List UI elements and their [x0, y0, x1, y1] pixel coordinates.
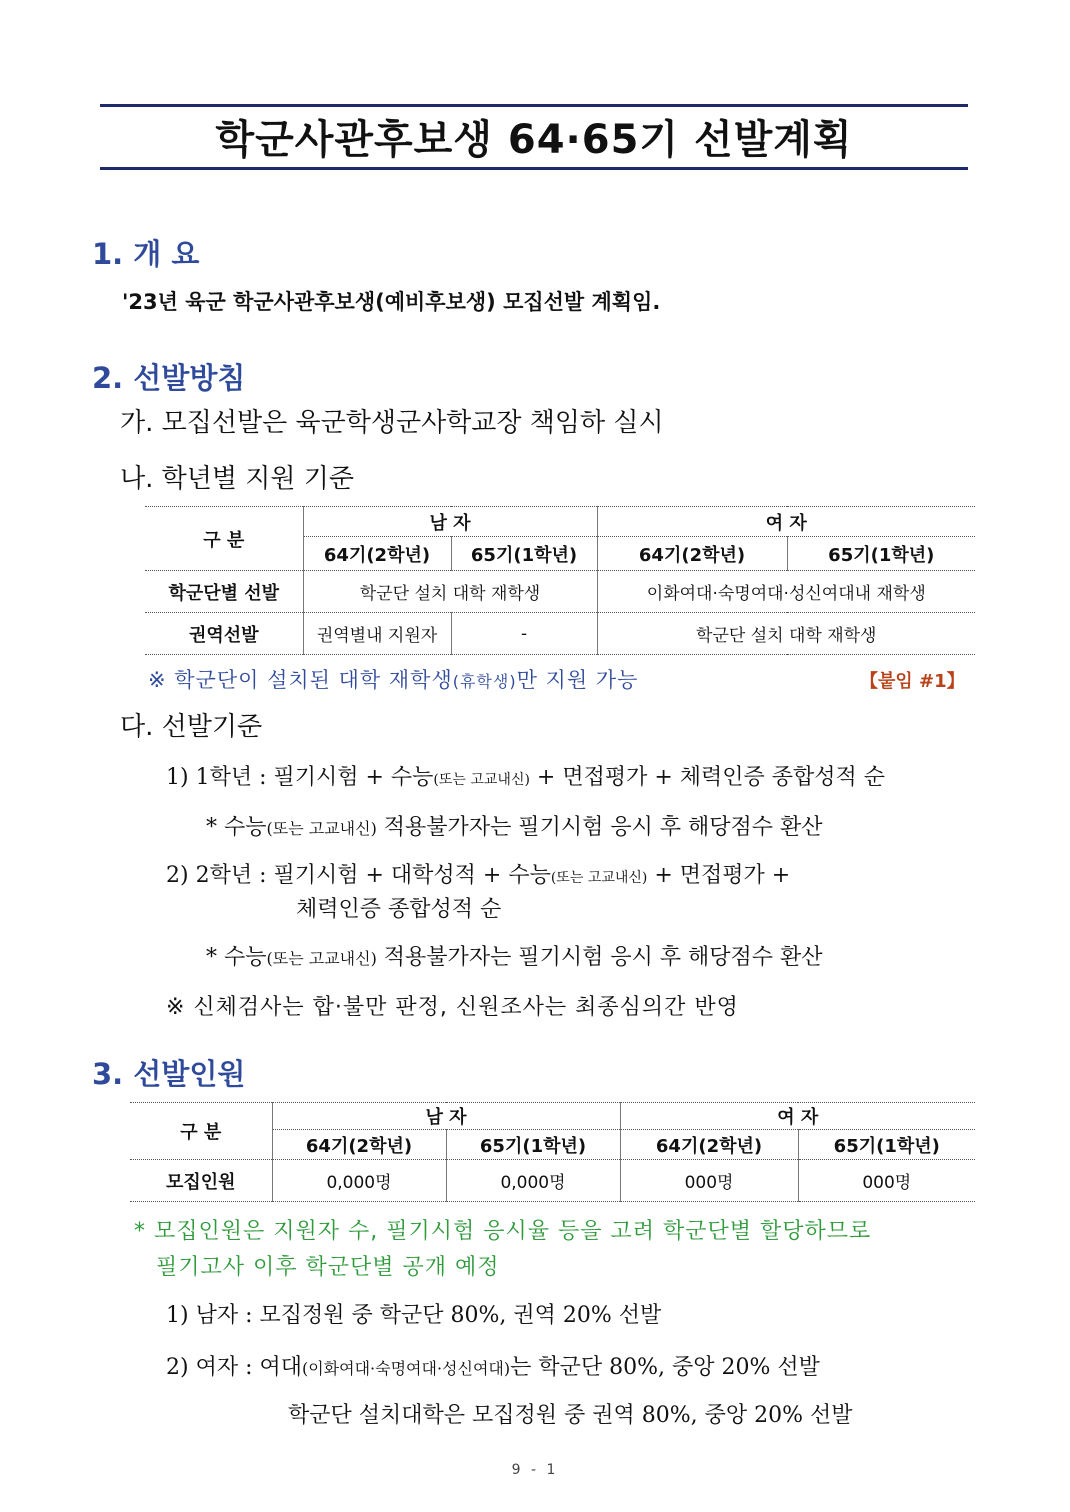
- header-female-64: 64기(2학년): [597, 537, 787, 571]
- row-label-unit: 학군단별 선발: [145, 571, 303, 613]
- section-1-body: '23년 육군 학군사관후보생(예비후보생) 모집선발 계획임.: [122, 290, 661, 314]
- quota-row-label: 모집인원: [130, 1160, 272, 1202]
- cell-region-female: 학군단 설치 대학 재학생: [597, 613, 975, 655]
- header-female: 여 자: [597, 507, 975, 537]
- section-2-heading: 2. 선발방침: [92, 361, 246, 395]
- attachment-ref: 【붙임 #1】: [860, 671, 965, 692]
- header-male: 남 자: [303, 507, 597, 537]
- page-title: 학군사관후보생 64·65기 선발계획: [215, 117, 853, 163]
- quota-header-male-65: 65기(1학년): [446, 1130, 620, 1160]
- eligibility-table: [145, 506, 975, 655]
- criteria-1: 1) 1학년 : 필기시험 + 수능(또는 고교내신) + 면접평가 + 체력인증 종합성적 순: [166, 765, 886, 790]
- quota-header-female-65: 65기(1학년): [798, 1130, 975, 1160]
- quota-male-64: 0,000명: [272, 1160, 446, 1202]
- cell-region-male-64: 권역별내 지원자: [303, 613, 451, 655]
- quota-female-64: 000명: [620, 1160, 798, 1202]
- criteria-2-cont: 체력인증 종합성적 순: [296, 897, 502, 922]
- section-3-heading: 3. 선발인원: [92, 1057, 246, 1091]
- policy-da: 다. 선발기준: [120, 712, 263, 742]
- quota-male-65: 0,000명: [446, 1160, 620, 1202]
- quota-corner: 구 분: [130, 1103, 272, 1160]
- quota-header-male: 남 자: [272, 1103, 620, 1130]
- criteria-2: 2) 2학년 : 필기시험 + 대학성적 + 수능(또는 고교내신) + 면접평가 +: [166, 863, 791, 888]
- cell-unit-female: 이화여대·숙명여대·성신여대내 재학생: [597, 571, 975, 613]
- quota-female-65: 000명: [798, 1160, 975, 1202]
- section-1-heading: 1. 개 요: [92, 237, 200, 271]
- policy-ga: 가. 모집선발은 육군학생군사학교장 책임하 실시: [120, 408, 664, 438]
- header-male-64: 64기(2학년): [303, 537, 451, 571]
- criteria-1-note: * 수능(또는 고교내신) 적용불가자는 필기시험 응시 후 해당점수 환산: [206, 815, 823, 840]
- row-label-region: 권역선발: [145, 613, 303, 655]
- cell-unit-male: 학군단 설치 대학 재학생: [303, 571, 597, 613]
- quota-item-2-cont: 학군단 설치대학은 모집정원 중 권역 80%, 중앙 20% 선발: [288, 1403, 853, 1428]
- quota-item-1: 1) 남자 : 모집정원 중 학군단 80%, 권역 20% 선발: [166, 1303, 662, 1328]
- quota-header-female: 여 자: [620, 1103, 975, 1130]
- quota-header-female-64: 64기(2학년): [620, 1130, 798, 1160]
- criteria-2-note: * 수능(또는 고교내신) 적용불가자는 필기시험 응시 후 해당점수 환산: [206, 945, 823, 970]
- quota-note-line-2: 필기고사 이후 학군단별 공개 예정: [156, 1255, 500, 1280]
- cell-region-male-65: -: [451, 613, 597, 655]
- body-check-note: ※ 신체검사는 합·불만 판정, 신원조사는 최종심의간 반영: [166, 995, 739, 1020]
- quota-header-male-64: 64기(2학년): [272, 1130, 446, 1160]
- table-corner: 구 분: [145, 507, 303, 571]
- header-female-65: 65기(1학년): [787, 537, 975, 571]
- quota-item-2: 2) 여자 : 여대(이화여대·숙명여대·성신여대)는 학군단 80%, 중앙 20% 선발: [166, 1355, 820, 1380]
- policy-na: 나. 학년별 지원 기준: [120, 464, 354, 494]
- quota-note-line-1: * 모집인원은 지원자 수, 필기시험 응시율 등을 고려 학군단별 할당하므로: [134, 1219, 872, 1244]
- page-number: 9 - 1: [511, 1462, 559, 1478]
- quota-table: [130, 1102, 975, 1202]
- header-male-65: 65기(1학년): [451, 537, 597, 571]
- eligibility-note: ※ 학군단이 설치된 대학 재학생(휴학생)만 지원 가능: [148, 668, 639, 692]
